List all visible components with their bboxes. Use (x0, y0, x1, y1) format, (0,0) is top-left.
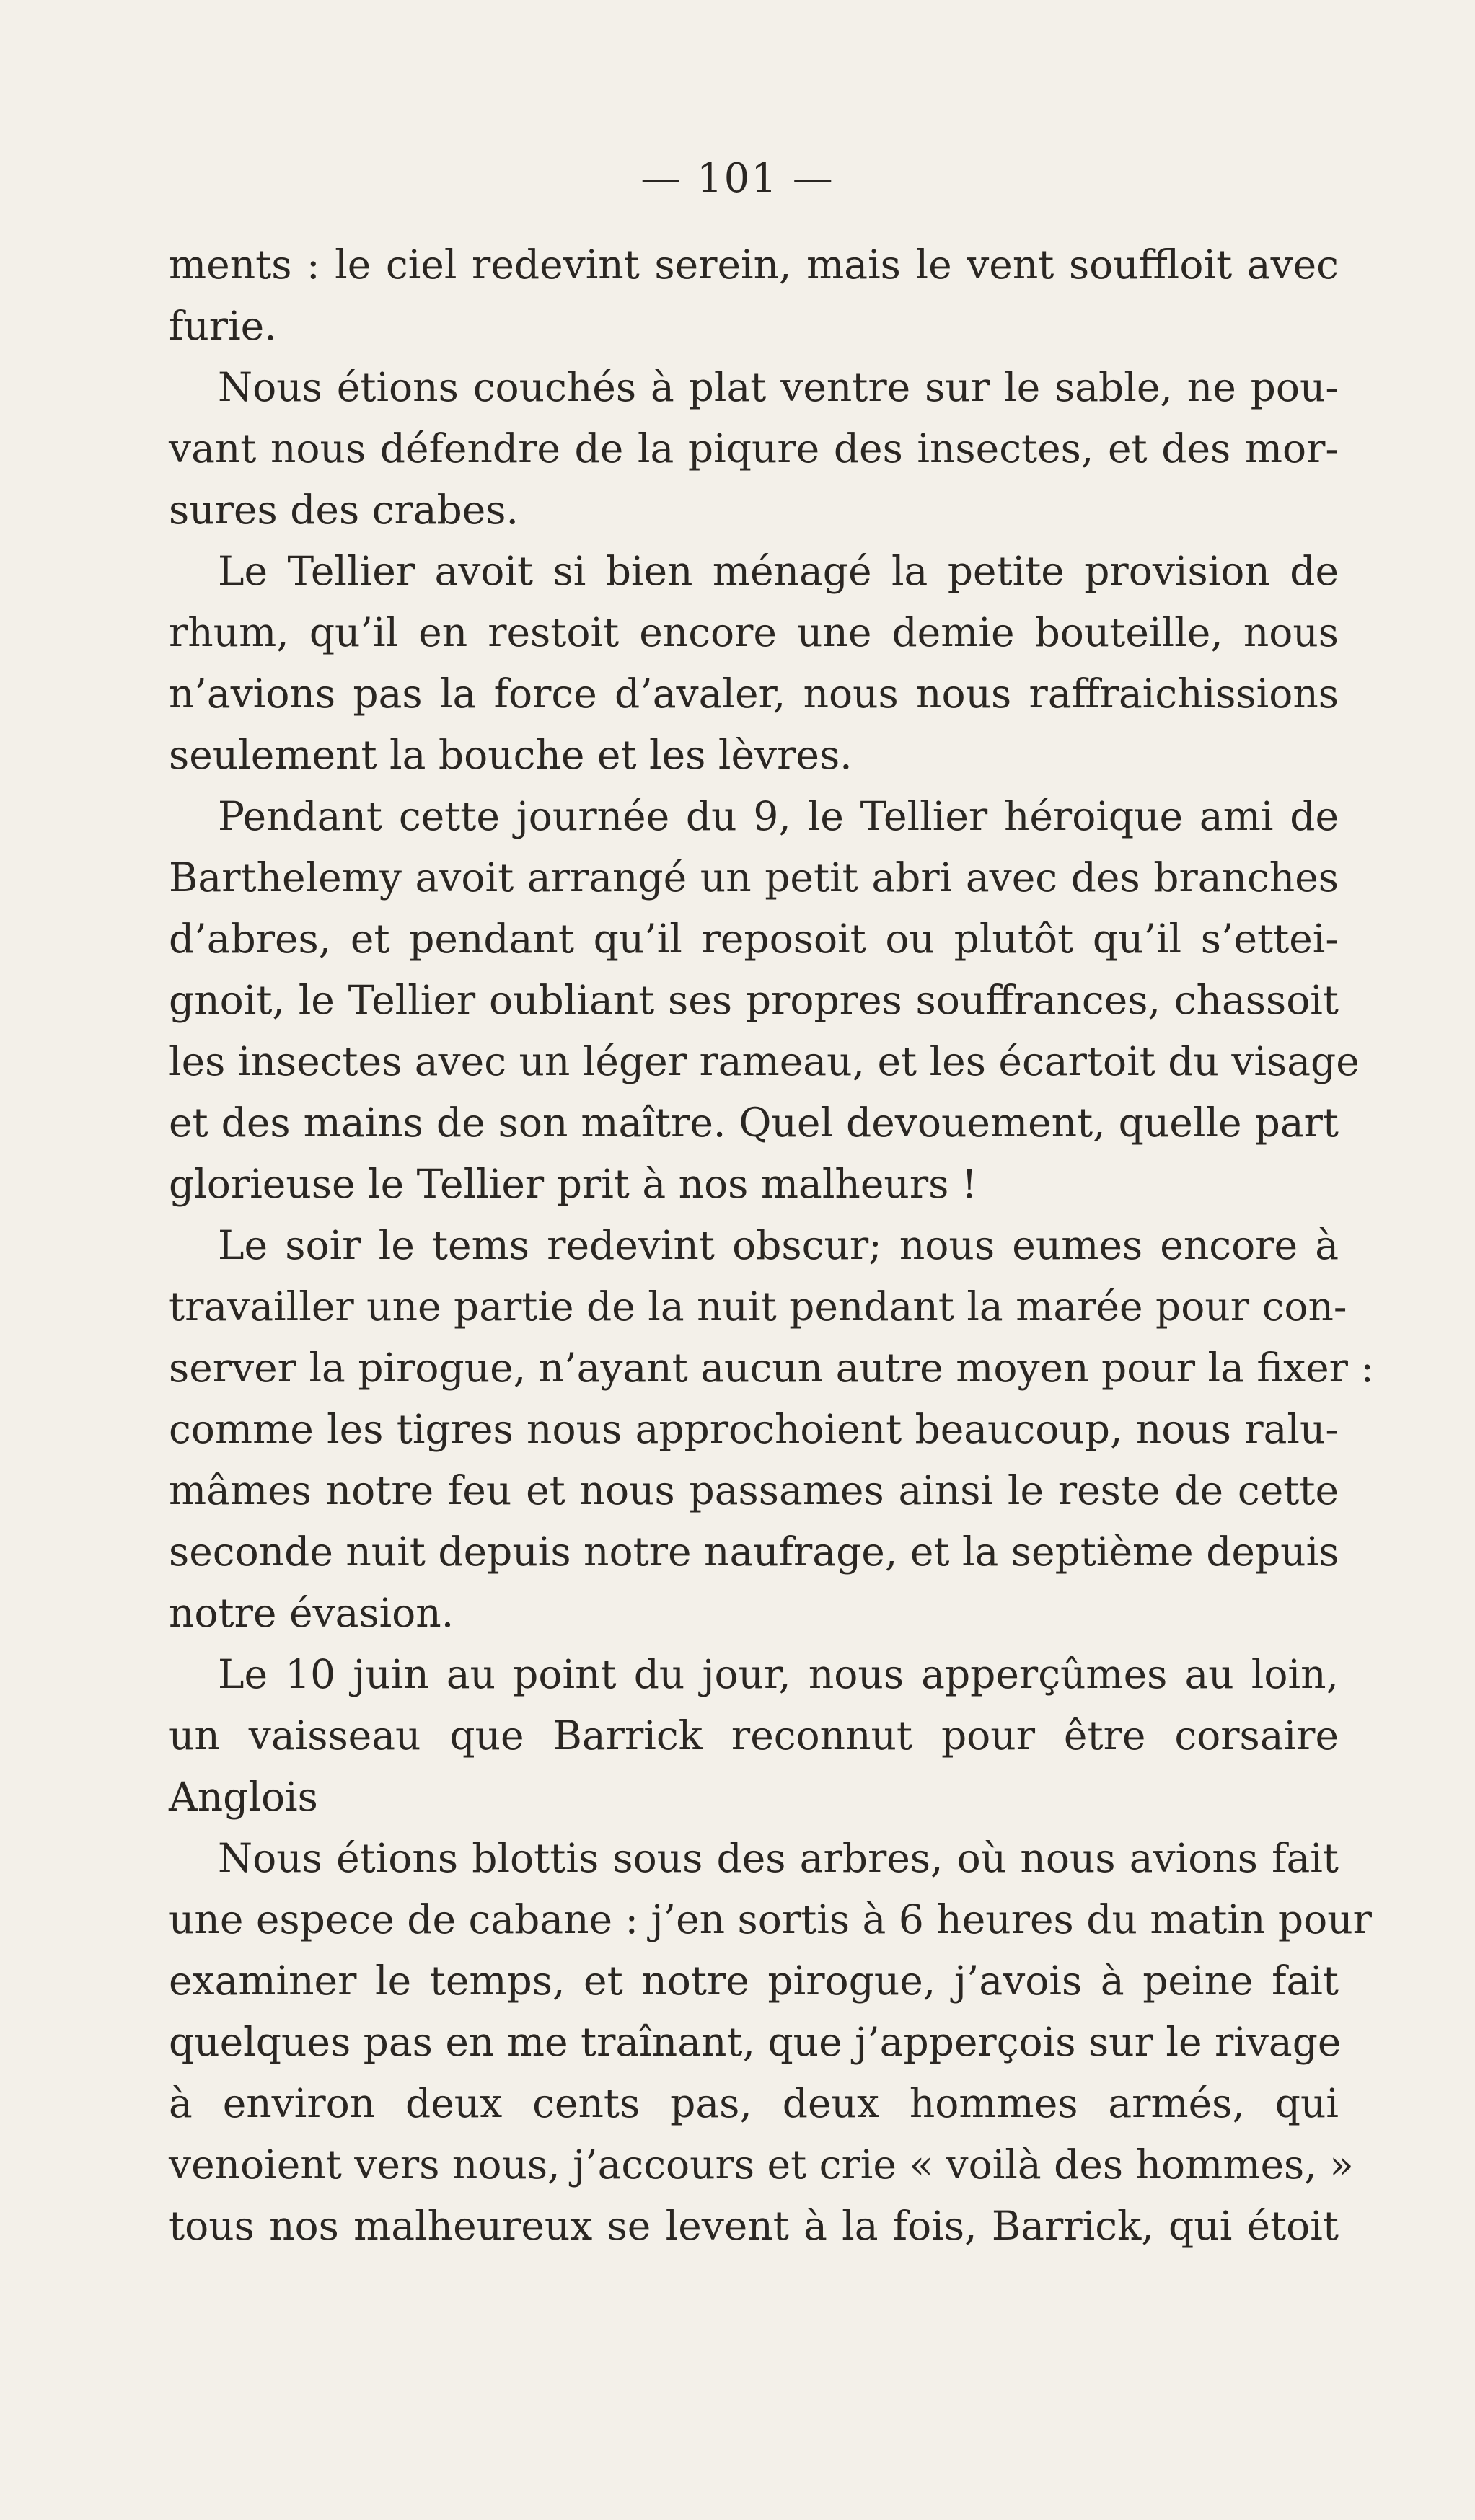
text-line: vant nous défendre de la piqure des insectes, et des mor- (169, 425, 1339, 472)
text-line: Barthelemy avoit arrangé un petit abri avec des branches (169, 854, 1339, 901)
text-line: ments : le ciel redevint serein, mais le vent souffloit avec (169, 242, 1339, 288)
text-line: Nous étions couchés à plat ventre sur le sable, ne pou- (218, 364, 1339, 410)
text-line: une espece de cabane : j’en sortis à 6 heures du matin pour (169, 1896, 1372, 1942)
body-text (169, 234, 1374, 2257)
text-line: Nous étions blottis sous des arbres, où nous avions fait (218, 1835, 1339, 1881)
text-line: examiner le temps, et notre pirogue, j’avois à peine fait (169, 1958, 1339, 2004)
text-line: les insectes avec un léger rameau, et les écartoit du visage (169, 1038, 1360, 1084)
text-line: venoient vers nous, j’accours et crie « voilà des hommes, » (169, 2141, 1354, 2188)
text-line: et des mains de son maître. Quel devouement, quelle part (169, 1100, 1339, 1146)
text-line: server la pirogue, n’ayant aucun autre moyen pour la fixer : (169, 1345, 1374, 1391)
text-line: d’abres, et pendant qu’il reposoit ou plutôt qu’il s’ettei- (169, 916, 1339, 962)
text-line: quelques pas en me traînant, que j’apperçois sur le rivage (169, 2019, 1342, 2065)
text-line: tous nos malheureux se levent à la fois, Barrick, qui étoit (169, 2203, 1339, 2249)
text-line: à environ deux cents pas, deux hommes armés, qui (169, 2080, 1339, 2126)
text-line: furie. (169, 303, 277, 349)
text-line: un vaisseau que Barrick reconnut pour être corsaire (169, 1712, 1339, 1759)
page-number: — 101 — (640, 155, 835, 202)
text-line: glorieuse le Tellier prit à nos malheurs ! (169, 1161, 977, 1207)
text-line: n’avions pas la force d’avaler, nous nous raffraichissions (169, 671, 1339, 717)
text-line: seulement la bouche et les lèvres. (169, 732, 853, 778)
text-line: Le soir le tems redevint obscur; nous eumes encore à (218, 1222, 1339, 1268)
text-line: gnoit, le Tellier oubliant ses propres souffrances, chassoit (169, 977, 1339, 1023)
text-line: Le 10 juin au point du jour, nous apperçûmes au loin, (218, 1651, 1339, 1697)
text-line: travailler une partie de la nuit pendant la marée pour con- (169, 1283, 1347, 1330)
text-line: rhum, qu’il en restoit encore une demie bouteille, nous (169, 609, 1339, 655)
text-line: notre évasion. (169, 1590, 454, 1636)
text-line: mâmes notre feu et nous passames ainsi le reste de cette (169, 1467, 1339, 1513)
text-line: sures des crabes. (169, 487, 519, 533)
text-line: Anglois (169, 1774, 318, 1820)
text-line: Le Tellier avoit si bien ménagé la petite provision de (218, 548, 1339, 594)
text-line: comme les tigres nous approchoient beaucoup, nous ralu- (169, 1406, 1339, 1452)
text-line: seconde nuit depuis notre naufrage, et la septième depuis (169, 1529, 1339, 1575)
text-line: Pendant cette journée du 9, le Tellier héroique ami de (218, 793, 1339, 839)
